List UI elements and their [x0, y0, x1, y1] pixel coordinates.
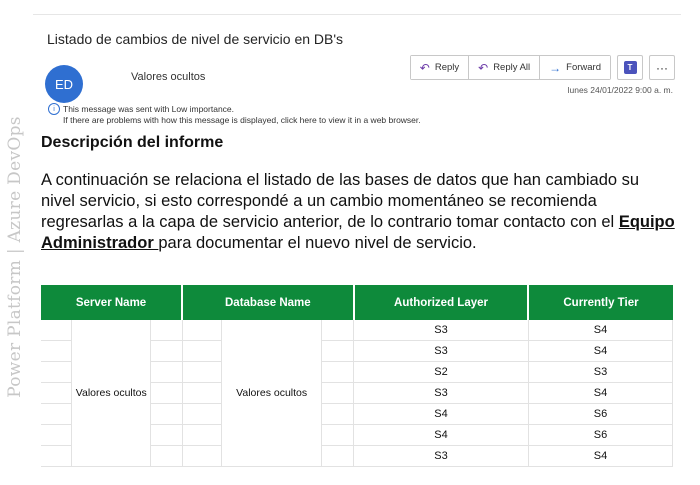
- spacer-cell: [41, 446, 72, 467]
- table-header-row: [41, 285, 673, 320]
- body-text-intro: A continuación se relaciona el listado de las bases de datos que han cambiado su nivel servicio, si esto correspondé a un cambio momentáneo se recomienda regresarlas a la capa de servicio anterior, de lo contrario tomar contacto con el: [41, 171, 640, 231]
- currently-tier-cell: S4: [528, 446, 672, 467]
- forward-button[interactable]: [540, 56, 610, 79]
- spacer-cell: [151, 383, 182, 404]
- report-title: Descripción del informe: [41, 134, 224, 151]
- spacer-cell: [182, 383, 221, 404]
- info-icon: i: [48, 103, 60, 115]
- spacer-cell: [182, 425, 221, 446]
- currently-tier-cell: S4: [528, 320, 672, 341]
- spacer-cell: [151, 341, 182, 362]
- authorized-layer-cell: S4: [354, 425, 529, 446]
- message-actions: [410, 55, 675, 80]
- report-body: [41, 170, 675, 254]
- admin-team-link[interactable]: Equipo Administrador: [41, 213, 675, 252]
- authorized-layer-cell: S3: [354, 383, 529, 404]
- authorized-layer-cell: S2: [354, 362, 529, 383]
- header-database-name: Database Name: [182, 285, 354, 320]
- authorized-layer-cell: S3: [354, 320, 529, 341]
- currently-tier-cell: S3: [528, 362, 672, 383]
- watermark-text: Power Platform | Azure DevOps: [5, 116, 25, 398]
- spacer-cell: [322, 446, 354, 467]
- spacer-cell: [322, 341, 354, 362]
- reply-button[interactable]: [411, 56, 469, 79]
- spacer-cell: [322, 425, 354, 446]
- table-row: [41, 320, 673, 341]
- reply-icon: ↶: [419, 60, 430, 75]
- header-currently-tier: Currently Tier: [528, 285, 672, 320]
- spacer-cell: [182, 362, 221, 383]
- spacer-cell: [41, 383, 72, 404]
- spacer-cell: [322, 404, 354, 425]
- email-subject: Listado de cambios de nivel de servicio en DB's: [47, 31, 344, 47]
- reply-all-button[interactable]: [469, 56, 540, 79]
- header-server-name: Server Name: [41, 285, 182, 320]
- spacer-cell: [151, 404, 182, 425]
- spacer-cell: [151, 320, 182, 341]
- currently-tier-cell: S6: [528, 404, 672, 425]
- forward-icon: →: [549, 60, 562, 75]
- teams-button[interactable]: [617, 55, 643, 80]
- reply-all-icon: ↶: [478, 60, 489, 75]
- currently-tier-cell: S4: [528, 341, 672, 362]
- spacer-cell: [151, 362, 182, 383]
- spacer-cell: [182, 320, 221, 341]
- spacer-cell: [322, 320, 354, 341]
- view-in-browser-link[interactable]: If there are problems with how this message is displayed, click here to view it in a web browser.: [63, 115, 421, 125]
- spacer-cell: [322, 383, 354, 404]
- teams-icon: T: [624, 61, 637, 74]
- authorized-layer-cell: S3: [354, 446, 529, 467]
- spacer-cell: [182, 404, 221, 425]
- authorized-layer-cell: S3: [354, 341, 529, 362]
- spacer-cell: [151, 446, 182, 467]
- email-timestamp: lunes 24/01/2022 9:00 a. m.: [567, 85, 673, 95]
- reply-label: Reply: [434, 62, 460, 73]
- authorized-layer-cell: S4: [354, 404, 529, 425]
- more-actions-button[interactable]: ···: [649, 55, 675, 80]
- database-name-cell: Valores ocultos: [221, 320, 321, 467]
- spacer-cell: [41, 341, 72, 362]
- spacer-cell: [41, 320, 72, 341]
- watermark: [5, 116, 25, 398]
- forward-label: Forward: [566, 62, 601, 73]
- header-authorized-layer: Authorized Layer: [354, 285, 529, 320]
- reply-all-label: Reply All: [493, 62, 531, 73]
- currently-tier-cell: S4: [528, 383, 672, 404]
- importance-text: This message was sent with Low importance.: [63, 104, 235, 114]
- spacer-cell: [41, 404, 72, 425]
- importance-notice: [48, 103, 234, 115]
- spacer-cell: [41, 425, 72, 446]
- sender-name[interactable]: Valores ocultos: [131, 71, 206, 83]
- spacer-cell: [322, 362, 354, 383]
- spacer-cell: [151, 425, 182, 446]
- spacer-cell: [182, 446, 221, 467]
- spacer-cell: [182, 341, 221, 362]
- server-name-cell: Valores ocultos: [72, 320, 151, 467]
- reply-button-group: [410, 55, 611, 80]
- avatar[interactable]: ED: [45, 65, 83, 103]
- email-message: [33, 14, 681, 485]
- currently-tier-cell: S6: [528, 425, 672, 446]
- spacer-cell: [41, 362, 72, 383]
- db-changes-table: [41, 285, 673, 467]
- body-text-end: para documentar el nuevo nivel de servicio.: [158, 234, 477, 252]
